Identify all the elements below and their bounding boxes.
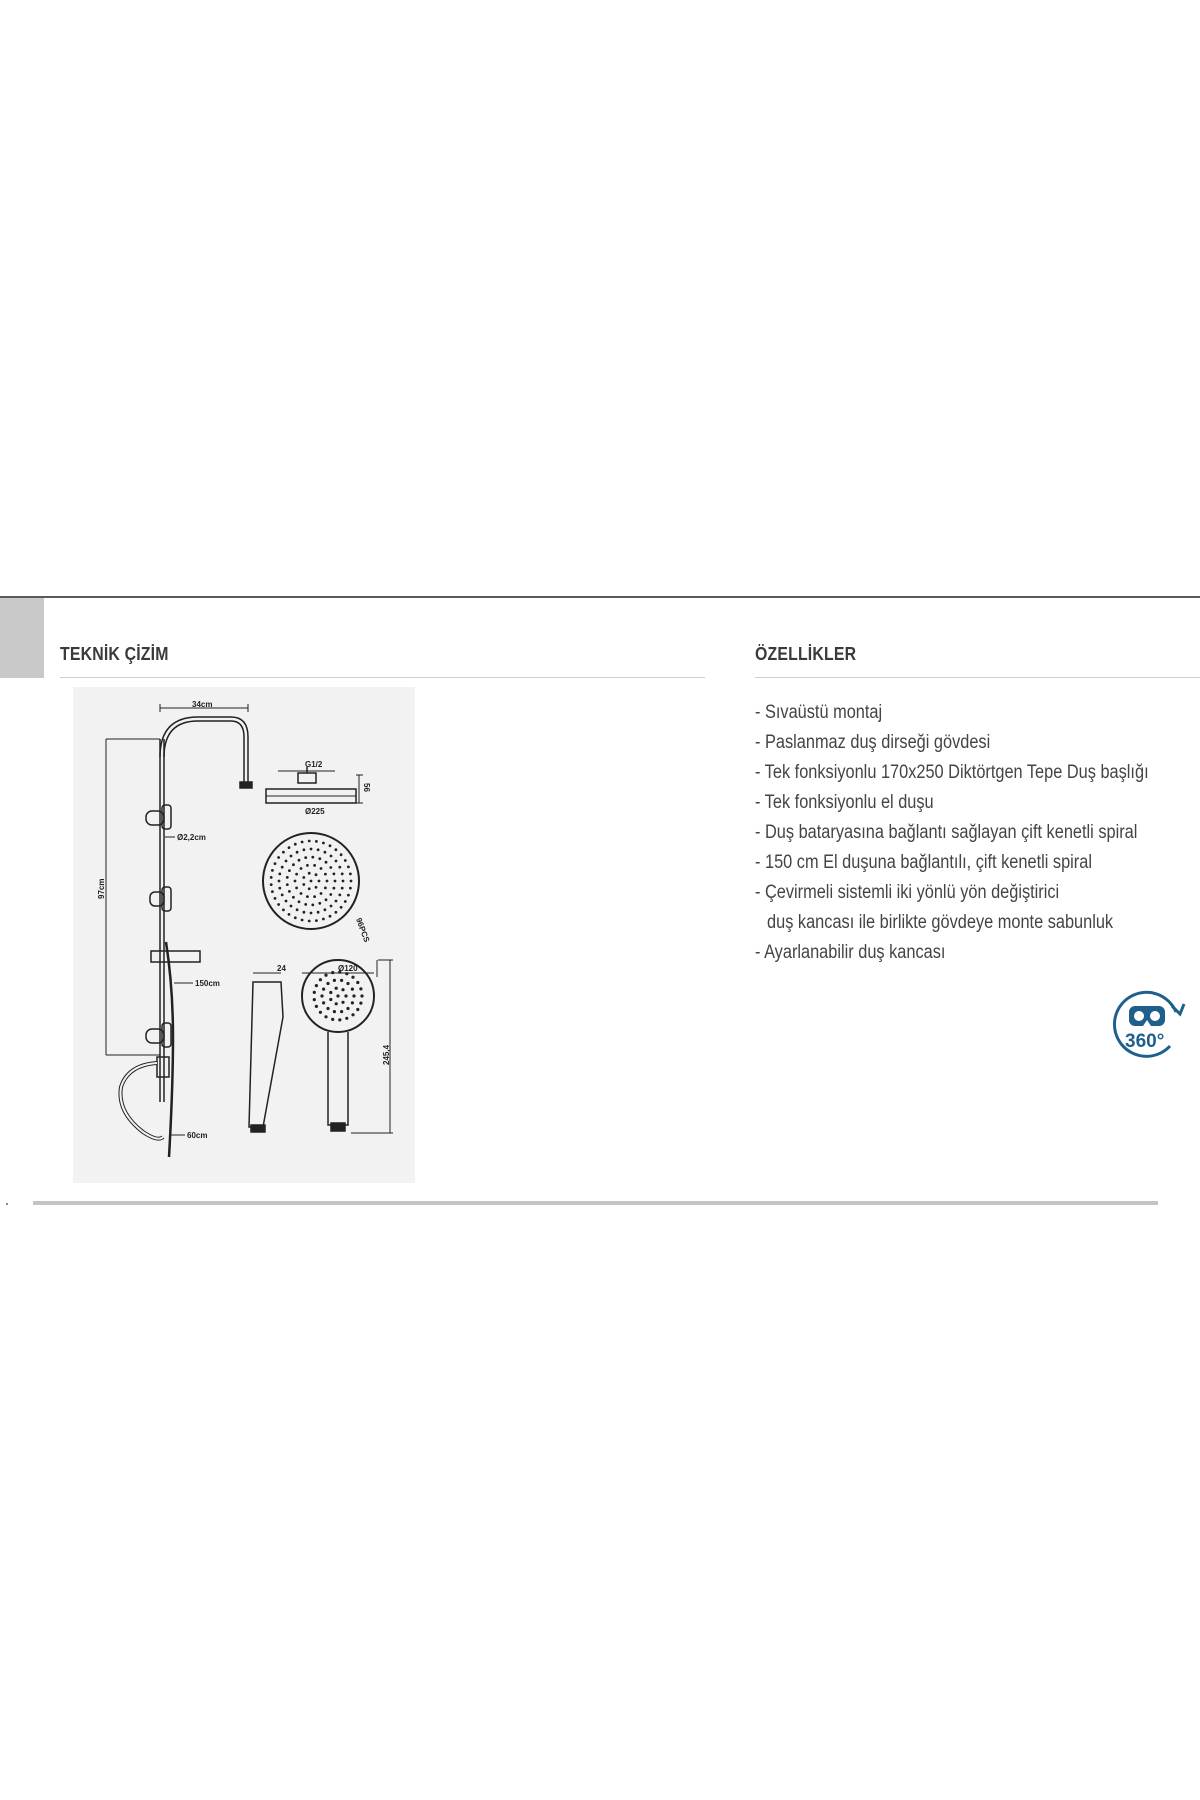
technical-drawing <box>73 687 415 1183</box>
nozzle-dot <box>351 988 354 991</box>
dim-arm-width: 34cm <box>192 700 213 709</box>
nozzle-dot <box>277 856 280 859</box>
dim-nozzles: 96PCS <box>354 916 372 944</box>
nozzle-dot <box>347 866 350 869</box>
nozzle-dot <box>335 1002 338 1005</box>
nozzle-dot <box>278 887 281 890</box>
hand-nozzles <box>313 971 364 1022</box>
nozzle-dot <box>344 994 347 997</box>
nozzle-dot <box>340 979 343 982</box>
nozzle-dot <box>320 892 323 895</box>
nozzle-dot <box>322 988 325 991</box>
nozzle-dot <box>326 880 329 883</box>
nozzle-dot <box>271 869 274 872</box>
nozzle-dot <box>313 991 316 994</box>
hand-shower-side <box>249 982 283 1127</box>
nozzle-dot <box>292 863 295 866</box>
nozzle-dot <box>344 900 347 903</box>
right-title-rule <box>755 677 1200 678</box>
nozzle-dot <box>326 1007 329 1010</box>
nozzle-dot <box>319 978 322 981</box>
nozzle-dot <box>338 866 341 869</box>
nozzle-dot <box>274 897 277 900</box>
nozzle-dot <box>335 860 338 863</box>
nozzle-dot <box>304 856 307 859</box>
feature-item: - Paslanmaz duş dirseği gövdesi <box>755 732 991 753</box>
nozzle-dot <box>329 991 332 994</box>
nozzle-dot <box>303 848 306 851</box>
stray-mark <box>6 1203 8 1205</box>
nozzle-dot <box>290 905 293 908</box>
features-list <box>755 698 1149 968</box>
nozzle-dot <box>278 880 281 883</box>
features-title: ÖZELLİKLER <box>755 644 857 664</box>
feature-item-continued: duş kancası ile birlikte gövdeye monte sabunluk <box>767 912 1114 933</box>
nozzle-dot <box>325 861 328 864</box>
nozzle-dot <box>351 1013 354 1016</box>
nozzle-dot <box>288 890 291 893</box>
nozzle-dot <box>282 851 285 854</box>
nozzle-dot <box>324 974 327 977</box>
nozzle-dot <box>331 1018 334 1021</box>
nozzle-dot <box>294 916 297 919</box>
overhead-nozzles <box>270 840 353 923</box>
nozzle-dot <box>271 890 274 893</box>
nozzle-dot <box>318 880 321 883</box>
nozzle-dot <box>333 979 336 982</box>
nozzle-dot <box>322 918 325 921</box>
nozzle-dot <box>356 981 359 984</box>
nozzle-dot <box>301 919 304 922</box>
nozzle-dot <box>315 873 318 876</box>
nozzle-dot <box>345 1017 348 1020</box>
dim-hose-long: 150cm <box>195 979 220 988</box>
nozzle-dot <box>281 866 284 869</box>
nozzle-dot <box>341 988 344 991</box>
nozzle-dot <box>329 844 332 847</box>
nozzle-dot <box>306 895 309 898</box>
nozzle-dot <box>349 887 352 890</box>
nozzle-dot <box>331 971 334 974</box>
nozzle-dot <box>315 886 318 889</box>
nozzle-dot <box>315 840 318 843</box>
nozzle-dot <box>359 1002 362 1005</box>
nozzle-dot <box>298 900 301 903</box>
nozzle-dot <box>333 873 336 876</box>
nozzle-dot <box>290 855 293 858</box>
dim-head-thickness: 56 <box>362 783 371 792</box>
technical-drawing-title: TEKNİK ÇİZİM <box>60 644 169 664</box>
nozzle-dot <box>277 903 280 906</box>
nozzle-dot <box>359 987 362 990</box>
nozzle-dot <box>315 919 318 922</box>
nozzle-dot <box>335 987 338 990</box>
vr-360-label: 360° <box>1125 1031 1165 1052</box>
nozzle-dot <box>340 853 343 856</box>
nozzle-dot <box>286 876 289 879</box>
nozzle-dot <box>311 904 314 907</box>
nozzle-dot <box>310 880 313 883</box>
nozzle-dot <box>301 841 304 844</box>
top-divider <box>0 596 1200 598</box>
nozzle-dot <box>322 842 325 845</box>
nozzle-dot <box>313 895 316 898</box>
feature-item: - Çevirmeli sistemli iki yönlü yön değiştirici <box>755 882 1060 903</box>
nozzle-dot <box>296 851 299 854</box>
nozzle-dot <box>274 862 277 865</box>
nozzle-dot <box>295 873 298 876</box>
nozzle-dot <box>346 1007 349 1010</box>
nozzle-dot <box>300 892 303 895</box>
dim-hand-length: 245,4 <box>382 1044 391 1065</box>
nozzle-dot <box>308 887 311 890</box>
nozzle-dot <box>352 994 355 997</box>
nozzle-dot <box>322 1001 325 1004</box>
nozzle-dot <box>285 860 288 863</box>
nozzle-dot <box>334 880 337 883</box>
nozzle-dot <box>304 903 307 906</box>
dim-hand-diameter: Ø120 <box>338 964 358 973</box>
nozzle-dot <box>296 908 299 911</box>
nozzle-dot <box>324 1015 327 1018</box>
nozzle-dot <box>300 867 303 870</box>
nozzle-dot <box>349 873 352 876</box>
nozzle-dot <box>294 880 297 883</box>
nozzle-dot <box>325 898 328 901</box>
nozzle-dot <box>288 846 291 849</box>
nozzle-dot <box>308 872 311 875</box>
feature-item: - Tek fonksiyonlu 170x250 Diktörtgen Tepe Duş başlığı <box>755 762 1149 783</box>
feature-item: - Duş bataryasına bağlantı sağlayan çift kenetli spiral <box>755 822 1138 843</box>
nozzle-dot <box>347 894 350 897</box>
nozzle-dot <box>340 1010 343 1013</box>
nozzle-dot <box>324 908 327 911</box>
nozzle-dot <box>310 848 313 851</box>
nozzle-dot <box>335 900 338 903</box>
dim-thread: G1/2 <box>305 760 323 769</box>
dim-head-diameter: Ø225 <box>305 807 325 816</box>
overhead-arm <box>160 717 248 782</box>
nozzle-dot <box>319 1011 322 1014</box>
nozzle-dot <box>351 1001 354 1004</box>
nozzle-dot <box>298 859 301 862</box>
nozzle-dot <box>329 893 332 896</box>
nozzle-dot <box>306 864 309 867</box>
nozzle-dot <box>324 873 327 876</box>
nozzle-dot <box>346 982 349 985</box>
nozzle-dot <box>324 851 327 854</box>
nozzle-dot <box>338 894 341 897</box>
nozzle-dot <box>285 900 288 903</box>
soap-dish <box>151 951 200 962</box>
nozzle-dot <box>303 911 306 914</box>
nozzle-dot <box>350 880 353 883</box>
nozzle-dot <box>336 994 339 997</box>
nozzle-dot <box>315 984 318 987</box>
nozzle-dot <box>313 864 316 867</box>
nozzle-dot <box>270 876 273 879</box>
nozzle-dot <box>302 876 305 879</box>
nozzle-dot <box>320 867 323 870</box>
nozzle-dot <box>338 1018 341 1021</box>
nozzle-dot <box>329 998 332 1001</box>
nozzle-dot <box>318 857 321 860</box>
nozzle-dot <box>320 994 323 997</box>
vr-headset-icon <box>1129 1006 1165 1026</box>
vr-360-button[interactable] <box>1110 990 1188 1060</box>
nozzle-dot <box>308 840 311 843</box>
nozzle-dot <box>317 848 320 851</box>
nozzle-dot <box>333 1010 336 1013</box>
nozzle-dot <box>311 856 314 859</box>
nozzle-dot <box>356 1008 359 1011</box>
nozzle-dot <box>286 883 289 886</box>
nozzle-dot <box>330 855 333 858</box>
feature-item: - Tek fonksiyonlu el duşu <box>755 792 934 813</box>
corner-tab <box>0 598 44 678</box>
nozzle-dot <box>313 998 316 1001</box>
dim-hand-depth: 24 <box>277 964 286 973</box>
nozzle-dot <box>335 848 338 851</box>
nozzle-dot <box>326 982 329 985</box>
dim-bar-diameter: Ø2,2cm <box>177 833 206 842</box>
nozzle-dot <box>333 887 336 890</box>
nozzle-dot <box>341 873 344 876</box>
overhead-head-connector <box>298 773 316 783</box>
feature-item: - Sıvaüstü montaj <box>755 702 883 723</box>
nozzle-dot <box>278 873 281 876</box>
nozzle-dot <box>308 920 311 923</box>
nozzle-dot <box>344 859 347 862</box>
nozzle-dot <box>340 906 343 909</box>
nozzle-dot <box>341 887 344 890</box>
nozzle-dot <box>270 883 273 886</box>
nozzle-dot <box>330 905 333 908</box>
nozzle-dot <box>281 894 284 897</box>
nozzle-dot <box>318 902 321 905</box>
nozzle-dot <box>335 911 338 914</box>
nozzle-dot <box>302 883 305 886</box>
feature-item: - Ayarlanabilir duş kancası <box>755 942 946 963</box>
nozzle-dot <box>329 866 332 869</box>
left-title-rule <box>60 677 705 678</box>
dim-hose-short: 60cm <box>187 1131 208 1140</box>
nozzle-dot <box>294 843 297 846</box>
nozzle-dot <box>288 869 291 872</box>
nozzle-dot <box>324 887 327 890</box>
nozzle-dot <box>360 994 363 997</box>
feature-item: - 150 cm El duşuna bağlantılı, çift kenetli spiral <box>755 852 1092 873</box>
nozzle-dot <box>292 896 295 899</box>
nozzle-dot <box>315 1005 318 1008</box>
nozzle-dot <box>317 911 320 914</box>
nozzle-dot <box>282 909 285 912</box>
bottom-divider <box>33 1201 1158 1205</box>
nozzle-dot <box>288 913 291 916</box>
nozzle-dot <box>351 976 354 979</box>
nozzle-dot <box>342 880 345 883</box>
nozzle-dot <box>295 887 298 890</box>
nozzle-dot <box>329 915 332 918</box>
nozzle-dot <box>310 912 313 915</box>
dim-bar-height: 97cm <box>97 878 106 899</box>
nozzle-dot <box>341 1001 344 1004</box>
